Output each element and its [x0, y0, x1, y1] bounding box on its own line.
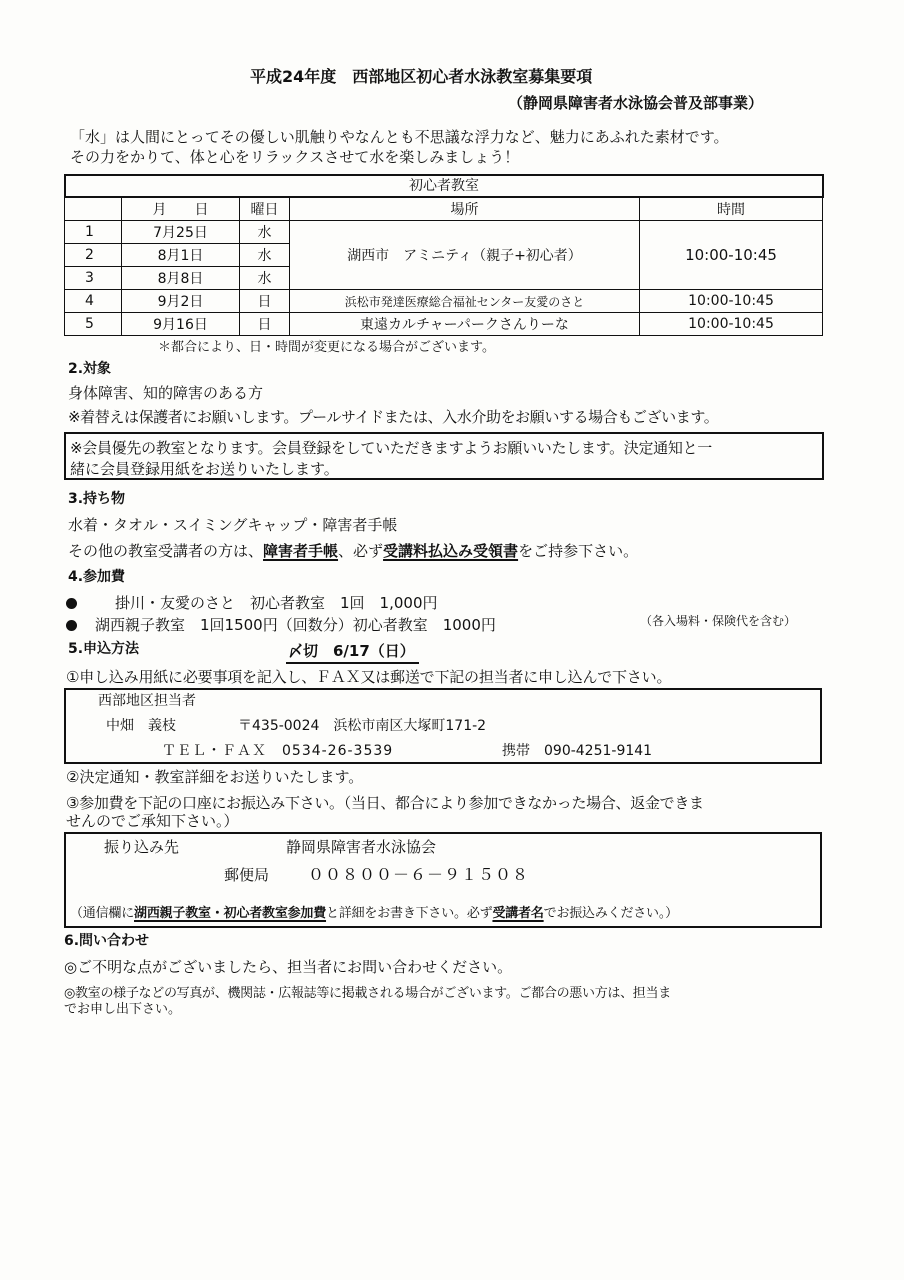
belongings-line-1: 水着・タオル・スイミングキャップ・障害者手帳 — [68, 516, 398, 534]
table-row — [65, 221, 823, 244]
row-date: 7月25日 — [122, 221, 240, 244]
time-kosai: 10:00-10:45 — [640, 221, 823, 290]
postoffice-number: ００８００－６－９１５０８ — [308, 865, 530, 884]
col-place: 場所 — [290, 198, 640, 221]
member-notice-line-1: ※会員優先の教室となります。会員登録をしていただきますようお願いいたします。決定通知と一 — [70, 439, 712, 457]
table-row — [65, 313, 823, 336]
apply-step-3-line-2: せんのでご承知下さい。） — [66, 812, 239, 830]
deadline: 〆切 6/17（日） — [286, 640, 419, 664]
fee-note: （各入場料・保険代を含む） — [640, 614, 797, 628]
contact-line-1: ◎ご不明な点がございましたら、担当者にお問い合わせください。 — [64, 958, 513, 976]
section-heading-target: 2.対象 — [68, 361, 112, 377]
place-row5: 東遠カルチャーパークさんりーな — [290, 313, 640, 336]
apply-step-3-line-1: ③参加費を下記の口座にお振込み下さい。（当日、都合により参加できなかった場合、返金できま — [66, 794, 704, 812]
table-row — [65, 290, 823, 313]
page-subtitle: （静岡県障害者水泳協会普及部事業） — [508, 94, 764, 112]
row-no: 3 — [65, 267, 122, 290]
row-day: 日 — [240, 290, 290, 313]
target-line-1: 身体障害、知的障害のある方 — [68, 384, 264, 402]
section-heading-apply: 5.申込方法 — [68, 641, 140, 657]
underlined-disability-handbook: 障害者手帳 — [263, 542, 339, 560]
belongings-line-2: その他の教室受講者の方は、障害者手帳、必ず受講料払込み受領書をご持参下さい。 — [68, 542, 639, 560]
postoffice-label: 郵便局 — [224, 866, 270, 884]
target-line-2: ※着替えは保護者にお願いします。プールサイドまたは、入水介助をお願いする場合もございます。 — [68, 408, 719, 426]
transfer-label: 振り込み先 — [104, 838, 180, 856]
bullet-icon — [66, 620, 77, 631]
contact-person-box — [64, 688, 822, 764]
row-day: 日 — [240, 313, 290, 336]
row-date: 8月8日 — [122, 267, 240, 290]
contact-line-3: でお申し出下さい。 — [64, 1002, 182, 1017]
transfer-name: 静岡県障害者水泳協会 — [286, 838, 437, 856]
apply-step-1: ①申し込み用紙に必要事項を記入し、ＦＡＸ又は郵送で下記の担当者に申し込んで下さい。 — [66, 668, 672, 686]
row-day: 水 — [240, 267, 290, 290]
contact-title: 西部地区担当者 — [98, 693, 196, 709]
contact-address: 〒435-0024 浜松市南区大塚町171-2 — [238, 718, 487, 734]
row-no: 4 — [65, 290, 122, 313]
intro-line-1: 「水」は人間にとってその優しい肌触りやなんとも不思議な浮力など、魅力にあふれた素材です。 — [70, 128, 729, 146]
schedule-note: ＊都合により、日・時間が変更になる場合がございます。 — [158, 340, 495, 355]
member-notice-box — [64, 432, 824, 480]
underlined-payment-receipt: 受講料払込み受領書 — [383, 542, 519, 560]
schedule-table — [64, 197, 823, 336]
contact-name: 中畑 義枝 — [106, 718, 176, 734]
bank-transfer-box — [64, 832, 822, 928]
col-no — [65, 198, 122, 221]
fee-item-1: 掛川・友愛のさと 初心者教室 1回 1,000円 — [66, 592, 438, 613]
section-heading-belongings: 3.持ち物 — [68, 491, 126, 507]
place-kosai: 湖西市 アミニティ（親子+初心者） — [290, 221, 640, 290]
underlined-student-name: 受講者名 — [492, 906, 544, 921]
time-row5: 10:00-10:45 — [640, 313, 823, 336]
col-date: 月 日 — [122, 198, 240, 221]
row-date: 9月16日 — [122, 313, 240, 336]
fee-item-2: 湖西親子教室 1回1500円（回数分）初心者教室 1000円 — [66, 614, 496, 635]
underlined-memo-text: 湖西親子教室・初心者教室参加費 — [134, 906, 327, 921]
row-no: 1 — [65, 221, 122, 244]
row-date: 9月2日 — [122, 290, 240, 313]
schedule-heading: 初心者教室 — [409, 178, 479, 194]
schedule-header-row — [65, 198, 823, 221]
row-no: 5 — [65, 313, 122, 336]
place-row4: 浜松市発達医療総合福祉センター友愛のさと — [290, 290, 640, 313]
apply-step-2: ②決定通知・教室詳細をお送りいたします。 — [66, 768, 364, 786]
page-title: 平成24年度 西部地区初心者水泳教室募集要項 — [250, 67, 593, 86]
col-time: 時間 — [640, 198, 823, 221]
contact-tel-fax: ＴＥＬ・ＦＡＸ 0534-26-3539 — [162, 743, 394, 759]
section-heading-fee: 4.参加費 — [68, 569, 126, 585]
time-row4: 10:00-10:45 — [640, 290, 823, 313]
row-no: 2 — [65, 244, 122, 267]
intro-line-2: その力をかりて、体と心をリラックスさせて水を楽しみましょう！ — [70, 148, 520, 166]
contact-mobile: 携帯 090-4251-9141 — [502, 743, 653, 759]
bullet-icon — [66, 598, 77, 609]
row-day: 水 — [240, 221, 290, 244]
member-notice-line-2: 緒に会員登録用紙をお送りいたします。 — [70, 460, 339, 478]
contact-line-2: ◎教室の様子などの写真が、機関誌・広報誌等に掲載される場合がございます。ご都合の悪い方は、担当ま — [64, 986, 671, 1001]
schedule-heading-box — [64, 174, 824, 198]
transfer-memo: （通信欄に湖西親子教室・初心者教室参加費と詳細をお書き下さい。必ず受講者名でお振込みください。） — [70, 906, 678, 921]
row-day: 水 — [240, 244, 290, 267]
row-date: 8月1日 — [122, 244, 240, 267]
section-heading-contact: 6.問い合わせ — [64, 933, 150, 949]
col-day: 曜日 — [240, 198, 290, 221]
